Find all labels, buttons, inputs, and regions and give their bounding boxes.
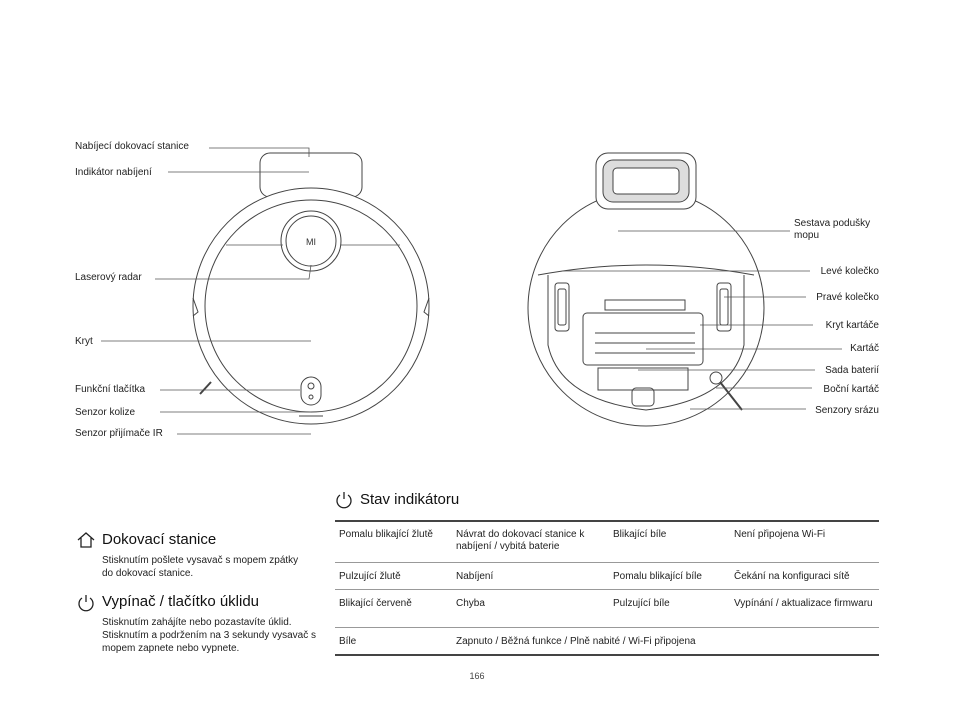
label-brush: Kartáč [850, 343, 879, 354]
table-cell: Bíle [339, 635, 357, 647]
power-icon [76, 593, 96, 613]
table-cell: Pomalu blikající bíle [613, 570, 702, 582]
table-cell: Nabíjení [456, 570, 494, 582]
label-mop-pad: Sestava podušky mopu [794, 218, 871, 241]
back-body [528, 190, 764, 426]
table-cell: Chyba [456, 597, 485, 609]
indicator-status-table [335, 521, 879, 656]
indicator-section-title: Stav indikátoru [360, 491, 460, 508]
table-row [335, 589, 879, 627]
label-collision-sensor: Senzor kolize [75, 407, 136, 418]
indicator-power-icon [334, 490, 354, 510]
table-row [335, 627, 879, 655]
dock-section-title: Dokovací stanice [102, 531, 217, 548]
dock-section-description: Stisknutím pošlete vysavač s mopem zpátky do dokovací stanice. [102, 555, 299, 579]
back-view [528, 153, 764, 426]
table-cell: Pulzující žlutě [339, 570, 401, 582]
table-cell: Vypínání / aktualizace firmwaru [734, 597, 873, 609]
table-cell: Čekání na konfiguraci sítě [734, 570, 850, 582]
power-section-title: Vypínač / tlačítko úklidu [102, 593, 260, 610]
table-cell: Pulzující bíle [613, 597, 670, 609]
table-cell: Návrat do dokovací stanice k nabíjení / vybitá baterie [456, 529, 585, 552]
label-left-wheel: Levé kolečko [820, 266, 879, 277]
table-row [335, 521, 879, 562]
page-number: 166 [469, 671, 485, 681]
table-cell: Není připojena Wi-Fi [734, 529, 826, 540]
table-cell: Blikající bíle [613, 529, 667, 540]
home-icon [76, 531, 96, 549]
label-right-wheel: Pravé kolečko [816, 292, 879, 303]
label-ir-sensor: Senzor přijímače IR [75, 428, 163, 439]
table-cell: Blikající červeně [339, 597, 412, 609]
table-row [335, 562, 879, 589]
table-cell: Zapnuto / Běžná funkce / Plně nabité / Wi-Fi připojena [456, 635, 696, 647]
table-cell: Pomalu blikající žlutě [339, 529, 433, 540]
label-cover: Kryt [75, 336, 93, 347]
label-brush-cover: Kryt kartáče [825, 320, 879, 331]
label-dock: Nabíjecí dokovací stanice [75, 141, 189, 152]
mi-logo: MI [306, 237, 316, 247]
label-laser-radar: Laserový radar [75, 272, 142, 283]
label-side-brush: Boční kartáč [823, 384, 879, 395]
label-battery: Sada baterií [825, 365, 879, 376]
power-section-description: Stisknutím zahájíte nebo pozastavíte úklid. Stisknutím a podržením na 3 sekundy vysavač s mopem zapnete nebo vypnete. [102, 617, 316, 654]
label-charge-indicator: Indikátor nabíjení [75, 167, 152, 178]
front-view [193, 153, 429, 424]
label-cliff-sensors: Senzory srázu [815, 405, 879, 416]
label-function-buttons: Funkční tlačítka [75, 384, 146, 395]
